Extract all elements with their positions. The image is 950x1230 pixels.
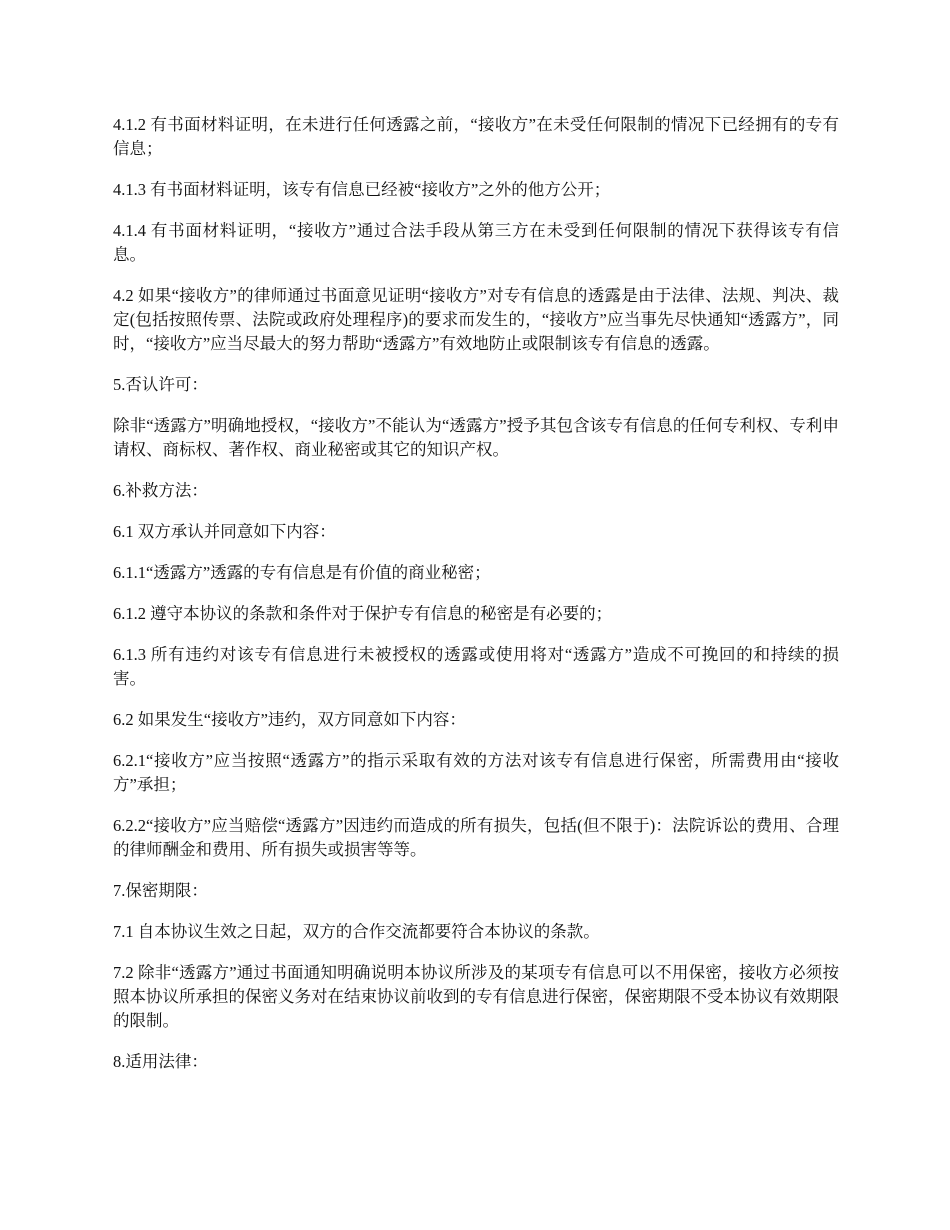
section-heading-8: 8.适用法律： (113, 1052, 208, 1071)
clause-6-1-3: 6.1.3 所有违约对该专有信息进行未被授权的透露或使用将对“透露方”造成不可挽回的和持续的损害。 (113, 645, 839, 688)
clause-6-2-2: 6.2.2“接收方”应当赔偿“透露方”因违约而造成的所有损失，包括(但不限于)：法院诉讼的费用、合理的律师酬金和费用、所有损失或损害等等。 (113, 816, 839, 859)
section-heading-5: 5.否认许可： (113, 375, 208, 394)
clause-6-1: 6.1 双方承认并同意如下内容： (113, 522, 336, 541)
clause-6-1-1: 6.1.1“透露方”透露的专有信息是有价值的商业秘密； (113, 563, 491, 582)
clause-7-1: 7.1 自本协议生效之日起，双方的合作交流都要符合本协议的条款。 (113, 922, 600, 941)
clause-7-2: 7.2 除非“透露方”通过书面通知明确说明本协议所涉及的某项专有信息可以不用保密，接收方必须按照本协议所承担的保密义务对在结束协议前收到的专有信息进行保密，保密期限不受本协议有效期限的限制。 (113, 963, 839, 1030)
clause-6-2: 6.2 如果发生“接收方”违约，双方同意如下内容： (113, 710, 466, 729)
section-heading-6: 6.补救方法： (113, 481, 208, 500)
section-heading-7: 7.保密期限： (113, 881, 208, 900)
clause-4-1-3: 4.1.3 有书面材料证明，该专有信息已经被“接收方”之外的他方公开； (113, 180, 611, 199)
clause-4-1-2: 4.1.2 有书面材料证明，在未进行任何透露之前，“接收方”在未受任何限制的情况下已经拥有的专有信息； (113, 115, 839, 158)
clause-6-2-1: 6.2.1“接收方”应当按照“透露方”的指示采取有效的方法对该专有信息进行保密，所需费用由“接收方”承担； (113, 751, 839, 794)
clause-4-2: 4.2 如果“接收方”的律师通过书面意见证明“接收方”对专有信息的透露是由于法律、法规、判决、裁定(包括按照传票、法院或政府处理程序)的要求而发生的，“接收方”应当事先尽快通知“透露方”，同时，“接收方”应当尽最大的努力帮助“透露方”有效地防止或限制该专有信息的透露。 (113, 286, 839, 353)
clause-5-body: 除非“透露方”明确地授权，“接收方”不能认为“透露方”授予其包含该专有信息的任何专利权、专利申请权、商标权、著作权、商业秘密或其它的知识产权。 (113, 416, 839, 459)
document-body (113, 113, 839, 1091)
clause-6-1-2: 6.1.2 遵守本协议的条款和条件对于保护专有信息的秘密是有必要的； (113, 604, 613, 623)
clause-4-1-4: 4.1.4 有书面材料证明，“接收方”通过合法手段从第三方在未受到任何限制的情况下获得该专有信息。 (113, 221, 839, 264)
